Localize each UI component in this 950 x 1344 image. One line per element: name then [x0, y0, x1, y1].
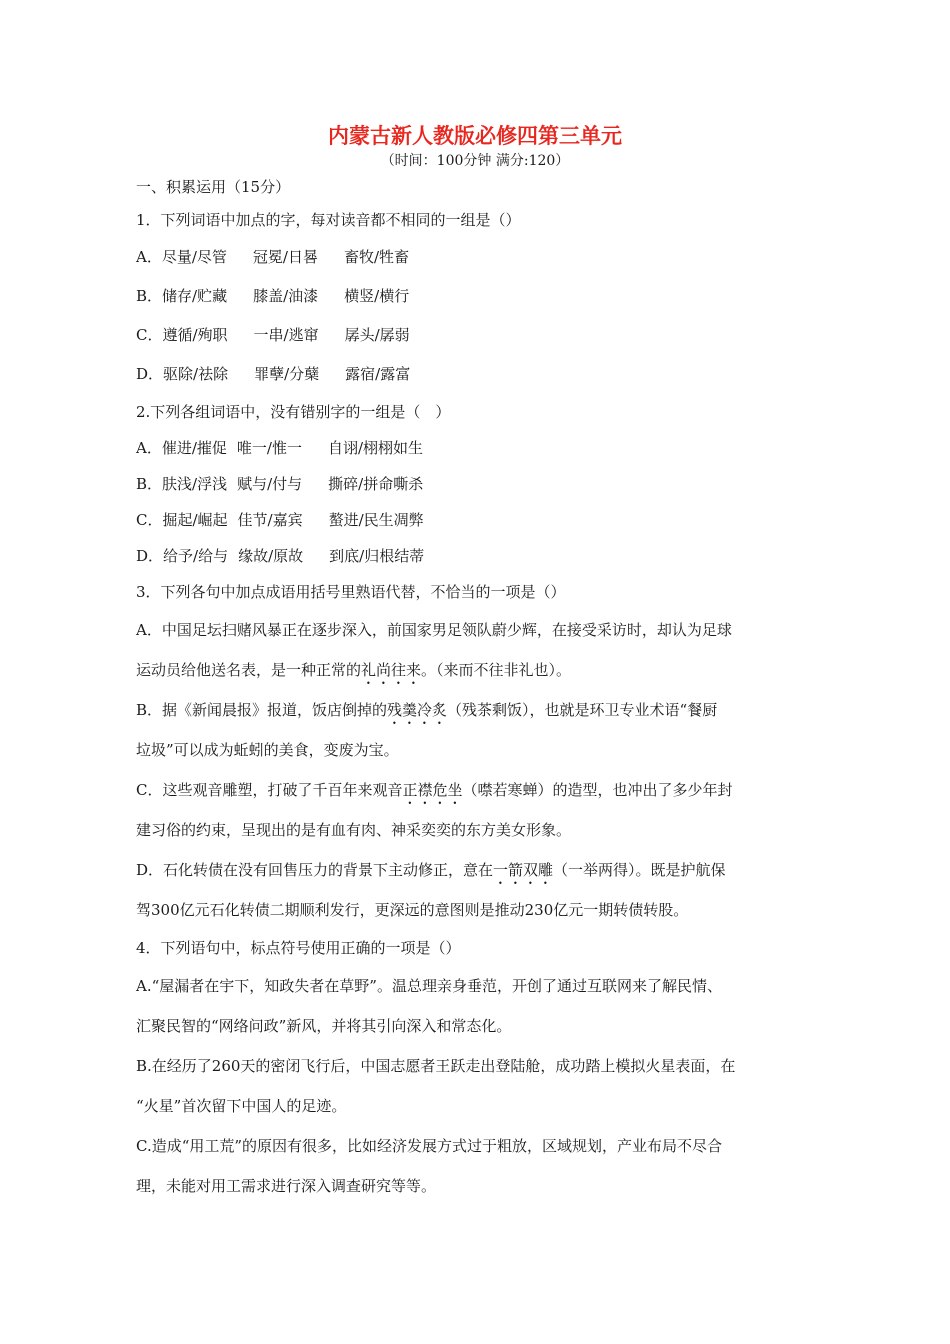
- q3-option-a-line2: [136, 650, 816, 690]
- word-pair: 给予/给与: [163, 547, 229, 565]
- q3-option-b-line2: 垃圾”可以成为蚯蚓的美食，变废为宝。: [136, 741, 399, 759]
- word-pair: 唯一/惟一: [236, 439, 302, 457]
- q3-option-a-line1: A．中国足坛扫赌风暴正在逐步深入，前国家男足领队蔚少辉，在接受采访时，却认为足球: [136, 621, 732, 639]
- q2-option-a: [136, 430, 816, 466]
- q1-option-a: [136, 238, 816, 277]
- word-pair: 畜牧/牲畜: [343, 248, 410, 266]
- word-pair: 一串/逃窜: [253, 326, 319, 344]
- word-pair: 露宿/露富: [345, 365, 411, 383]
- q2-option-c: [136, 502, 816, 538]
- word-pair: 驱除/祛除: [163, 365, 229, 383]
- word-pair: 孱头/孱弱: [344, 326, 410, 344]
- word-pair: 尽量/尽管: [161, 248, 227, 266]
- text-segment: 。（来而不往非礼也）。: [421, 661, 572, 679]
- word-pair: 冠冕/日晷: [252, 248, 318, 266]
- text-segment: （一举两得）。既是护航保: [553, 861, 726, 879]
- option-letter: D．: [136, 547, 164, 565]
- text-segment: C．这些观音雕塑，打破了千百年来观音: [136, 781, 403, 799]
- option-letter: C．: [136, 511, 163, 529]
- emphasized-idiom: 正襟危坐: [402, 781, 463, 799]
- q3-option-d-line2: 驾300亿元石化转债二期顺利发行，更深远的意图则是推动230亿元一期转债转股。: [136, 901, 689, 919]
- word-pair: 储存/贮藏: [162, 287, 228, 305]
- q3-option-d-line1: [136, 850, 816, 890]
- word-pair: 撕碎/拼命嘶杀: [328, 475, 424, 493]
- q1-option-b: [136, 277, 816, 316]
- q2-option-d: [136, 538, 816, 574]
- question-3-stem: 3．下列各句中加点成语用括号里熟语代替，不恰当的一项是（）: [136, 583, 566, 601]
- q1-option-d: [136, 355, 816, 394]
- emphasized-idiom: 一箭双雕: [493, 861, 554, 879]
- question-4-stem: 4．下列语句中，标点符号使用正确的一项是（）: [136, 939, 461, 957]
- option-letter: A．: [136, 248, 162, 266]
- text-segment: 运动员给他送名表，是一种正常的: [136, 661, 362, 679]
- page-subtitle: （时间：100分钟 满分:120）: [380, 153, 570, 169]
- word-pair: 肤浅/浮浅: [162, 475, 228, 493]
- text-segment: D．石化转债在没有回售压力的背景下主动修正，意在: [136, 861, 494, 879]
- option-letter: A．: [136, 439, 162, 457]
- word-pair: 赋与/付与: [237, 475, 303, 493]
- word-pair: 自诩/栩栩如生: [327, 439, 424, 457]
- emphasized-idiom: 残羹冷炙: [387, 701, 448, 719]
- word-pair: 遵循/殉职: [162, 326, 228, 344]
- word-pair: 掘起/崛起: [162, 511, 228, 529]
- option-letter: D．: [136, 365, 164, 383]
- q4-option-b-line2: “火星”首次留下中国人的足迹。: [136, 1097, 347, 1115]
- q3-option-c-line1: [136, 770, 816, 810]
- word-pair: 到底/归根结蒂: [329, 547, 425, 565]
- word-pair: 膝盖/油漆: [253, 287, 319, 305]
- text-segment: （残茶剩饭），也就是环卫专业术语“餐厨: [447, 701, 718, 719]
- q4-option-a-line1: A.“屋漏者在宇下，知政失者在草野”。温总理亲身垂范，开创了通过互联网来了解民情、: [136, 977, 722, 995]
- text-segment: （噤若寒蝉）的造型，也冲出了多少年封: [462, 781, 733, 799]
- question-2-stem: 2.下列各组词语中，没有错别字的一组是（ ）: [136, 403, 451, 421]
- q1-option-c: [136, 316, 816, 355]
- page-title: 内蒙古新人教版必修四第三单元: [328, 124, 622, 148]
- q4-option-b-line1: B.在经历了260天的密闭飞行后，中国志愿者王跃走出登陆舱，成功踏上模拟火星表面，在: [136, 1057, 736, 1075]
- question-1-stem: 1．下列词语中加点的字，每对读音都不相同的一组是（）: [136, 211, 521, 229]
- word-pair: 佳节/嘉宾: [237, 511, 303, 529]
- word-pair: 罪孽/分蘖: [254, 365, 320, 383]
- exam-content: [136, 172, 816, 1206]
- text-segment: B．据《新闻晨报》报道，饭店倒掉的: [136, 701, 388, 719]
- word-pair: 横竖/横行: [344, 287, 410, 305]
- q4-option-c-line1: C.造成“用工荒”的原因有很多，比如经济发展方式过于粗放，区域规划，产业布局不尽合: [136, 1137, 723, 1155]
- q4-option-a-line2: 汇聚民智的“网络问政”新风，并将其引向深入和常态化。: [136, 1017, 512, 1035]
- emphasized-idiom: 礼尚往来: [361, 661, 422, 679]
- q3-option-b-line1: [136, 690, 816, 730]
- q4-option-c-line2: 理，未能对用工需求进行深入调查研究等等。: [136, 1177, 437, 1195]
- section-heading: 一、积累运用（15分）: [136, 178, 291, 196]
- q2-option-b: [136, 466, 816, 502]
- q3-option-c-line2: 建习俗的约束，呈现出的是有血有肉、神采奕奕的东方美女形象。: [136, 821, 572, 839]
- option-letter: B．: [136, 475, 163, 493]
- word-pair: 催进/摧促: [161, 439, 227, 457]
- word-pair: 螯进/民生凋弊: [328, 511, 424, 529]
- word-pair: 缘故/原故: [238, 547, 304, 565]
- option-letter: B．: [136, 287, 163, 305]
- option-letter: C．: [136, 326, 163, 344]
